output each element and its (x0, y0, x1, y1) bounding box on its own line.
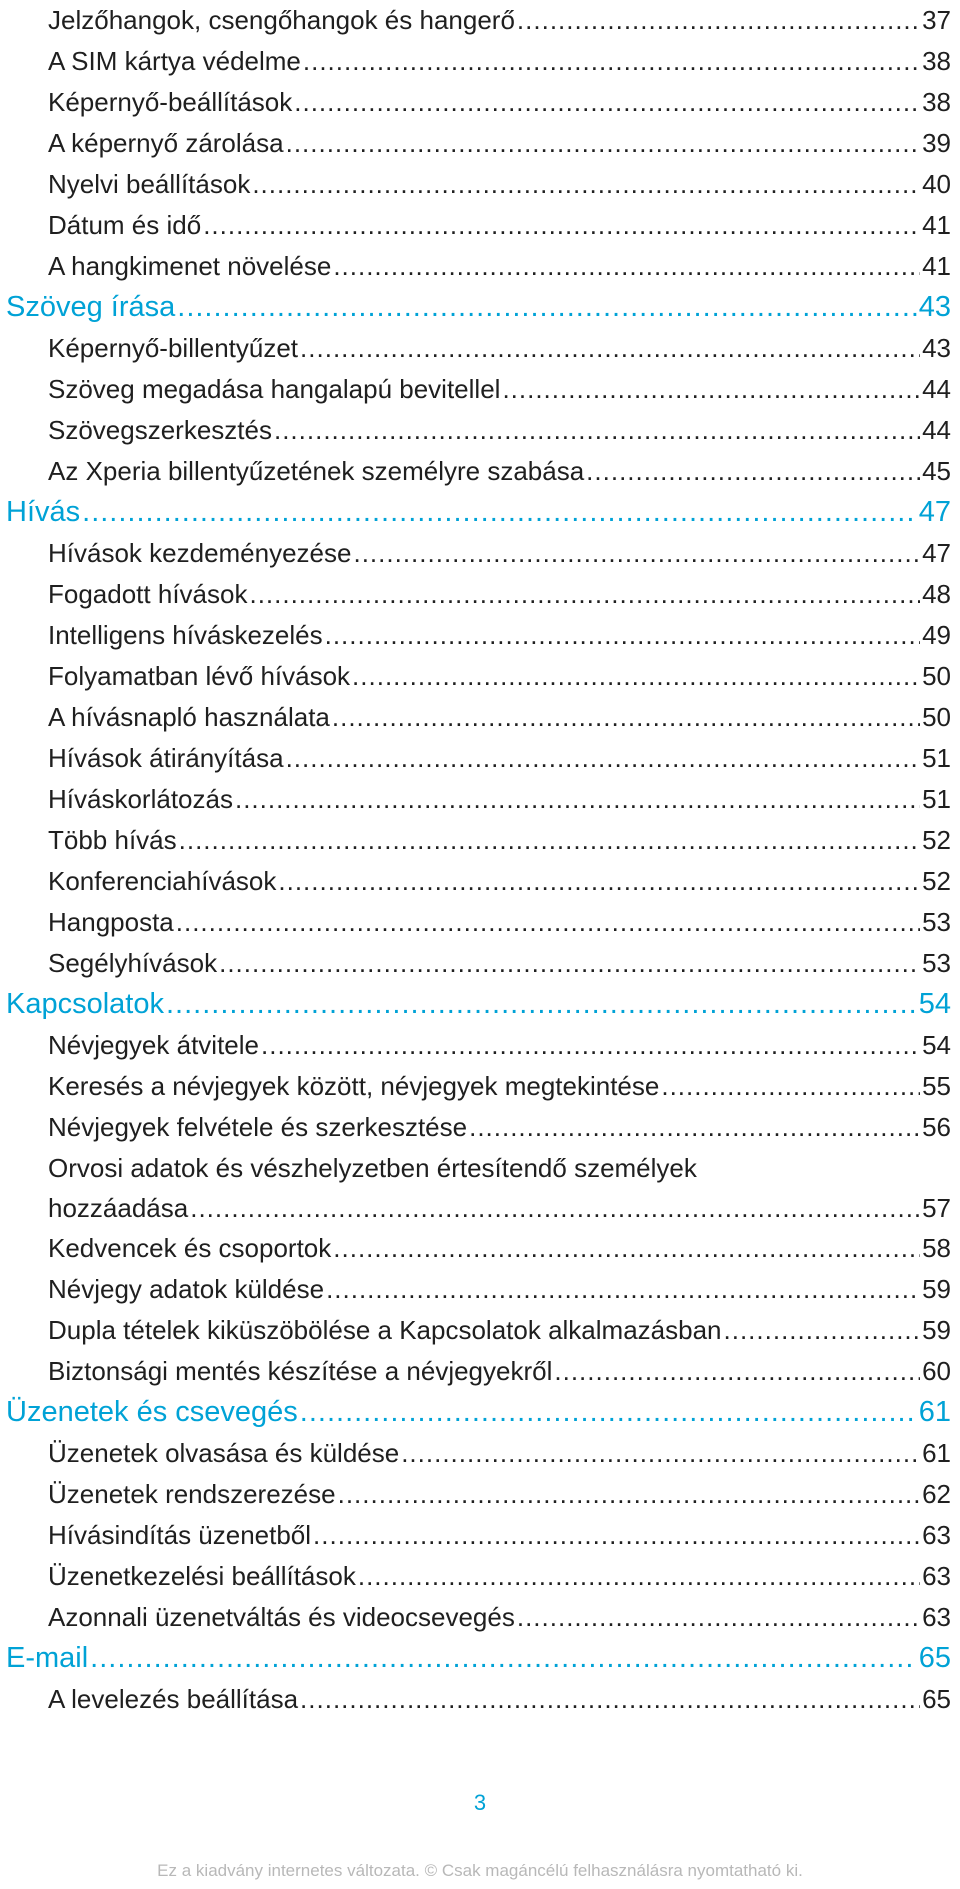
toc-section-page: 47 (918, 496, 951, 528)
toc-entry-title: A levelezés beállítása (48, 1684, 299, 1714)
toc-entry[interactable] (48, 1433, 951, 1474)
toc-entry-title: Segélyhívások (48, 948, 218, 978)
toc-entry-page: 44 (922, 415, 951, 445)
dot-leader (469, 1107, 920, 1148)
toc-entry-title: Szövegszerkesztés (48, 415, 272, 445)
page-number: 3 (473, 1790, 487, 1815)
toc-section-title: Kapcsolatok (6, 988, 164, 1020)
dot-leader (333, 1228, 920, 1269)
toc-section-heading[interactable] (6, 1638, 951, 1679)
dot-leader (90, 1638, 917, 1679)
dot-leader (303, 41, 920, 82)
toc-entry-page: 58 (922, 1233, 951, 1263)
toc-entry-title: Képernyő-beállítások (48, 87, 293, 117)
toc-section-title: Szöveg írása (6, 291, 176, 323)
toc-entry[interactable] (48, 1310, 951, 1351)
toc-entry-title: Keresés a névjegyek között, névjegyek megtekintése (48, 1071, 660, 1101)
toc-entry-title: A képernyő zárolása (48, 128, 284, 158)
toc-entry-title: Azonnali üzenetváltás és videocsevegés (48, 1602, 515, 1632)
toc-section-heading[interactable] (6, 287, 951, 328)
toc-section-title: Hívás (6, 496, 81, 528)
toc-entry[interactable] (48, 246, 951, 287)
toc-entry-page: 52 (922, 866, 951, 896)
dot-leader (219, 943, 920, 984)
toc-entry[interactable] (48, 1107, 951, 1148)
dot-leader (332, 697, 920, 738)
toc-entry[interactable] (48, 779, 951, 820)
toc-entry[interactable] (48, 697, 951, 738)
toc-entry-title: Szöveg megadása hangalapú bevitellel (48, 374, 501, 404)
dot-leader (300, 328, 920, 369)
toc-entry-title: Dupla tételek kiküszöbölése a Kapcsolatok alkalmazásban (48, 1315, 722, 1345)
toc-entry[interactable] (48, 1474, 951, 1515)
dot-leader (502, 369, 920, 410)
dot-leader (294, 82, 920, 123)
toc-entry[interactable] (48, 656, 951, 697)
dot-leader (278, 861, 920, 902)
toc-entry-title: Üzenetek olvasása és küldése (48, 1438, 400, 1468)
toc-entry-page: 43 (922, 333, 951, 363)
toc-entry[interactable] (48, 0, 951, 41)
dot-leader (353, 533, 920, 574)
dot-leader (177, 287, 916, 328)
dot-leader (176, 902, 920, 943)
toc-entry-page: 59 (922, 1315, 951, 1345)
toc-entry-page: 45 (922, 456, 951, 486)
toc-entry-title: Híváskorlátozás (48, 784, 233, 814)
toc-section-title: Üzenetek és csevegés (6, 1396, 298, 1428)
toc-entry[interactable] (48, 123, 951, 164)
toc-entry-title: Jelzőhangok, csengőhangok és hangerő (48, 5, 515, 35)
toc-entry[interactable] (48, 1066, 951, 1107)
toc-entry-title: Kedvencek és csoportok (48, 1233, 332, 1263)
dot-leader (249, 574, 920, 615)
dot-leader (358, 1556, 920, 1597)
toc-entry[interactable] (48, 1597, 951, 1638)
toc-entry[interactable] (48, 205, 951, 246)
toc-entry-title: Konferenciahívások (48, 866, 277, 896)
toc-entry[interactable] (48, 615, 951, 656)
toc-entry-page: 53 (922, 907, 951, 937)
dot-leader (82, 492, 917, 533)
dot-leader (325, 615, 920, 656)
toc-entry[interactable] (48, 1228, 951, 1269)
footer-note: Ez a kiadvány internetes változata. © Csak magáncélú felhasználásra nyomtatható ki. (157, 1861, 803, 1880)
toc-entry[interactable] (48, 41, 951, 82)
dot-leader (190, 1188, 920, 1228)
toc-entry-title: A hangkimenet növelése (48, 251, 332, 281)
toc-section-heading[interactable] (6, 1392, 951, 1433)
dot-leader (261, 1025, 920, 1066)
toc-entry-title: Biztonsági mentés készítése a névjegyekről (48, 1356, 553, 1386)
toc-entry[interactable] (48, 1148, 951, 1228)
dot-leader (338, 1474, 920, 1515)
toc-entry-page: 44 (922, 374, 951, 404)
toc-entry-page: 47 (922, 538, 951, 568)
toc-entry-page: 54 (922, 1030, 951, 1060)
dot-leader (286, 738, 921, 779)
toc-entry[interactable] (48, 1556, 951, 1597)
dot-leader (313, 1515, 920, 1556)
toc-entry-page: 53 (922, 948, 951, 978)
toc-entry-page: 40 (922, 169, 951, 199)
toc-entry-title: Orvosi adatok és vészhelyzetben értesítendő személyek (48, 1153, 697, 1183)
toc-entry-page: 51 (922, 784, 951, 814)
dot-leader (252, 164, 920, 205)
toc-entry-page: 65 (922, 1684, 951, 1714)
toc-section-heading[interactable] (6, 984, 951, 1025)
toc-entry-title: Üzenetkezelési beállítások (48, 1561, 356, 1591)
dot-leader (401, 1433, 920, 1474)
dot-leader (517, 0, 920, 41)
dot-leader (179, 820, 920, 861)
toc-entry[interactable] (48, 328, 951, 369)
toc-entry-page: 48 (922, 579, 951, 609)
toc-entry-page: 63 (922, 1561, 951, 1591)
toc-entry[interactable] (48, 1025, 951, 1066)
toc-entry-page: 63 (922, 1602, 951, 1632)
toc-entry-page: 61 (922, 1438, 951, 1468)
dot-leader (166, 984, 917, 1025)
toc-entry[interactable] (48, 369, 951, 410)
dot-leader (274, 410, 920, 451)
toc-entry[interactable] (48, 943, 951, 984)
toc-entry-title: Névjegyek átvitele (48, 1030, 259, 1060)
toc-section-heading[interactable] (6, 492, 951, 533)
toc-entry-page: 50 (922, 702, 951, 732)
toc-section-page: 54 (918, 988, 951, 1020)
dot-leader (300, 1679, 920, 1720)
toc-entry[interactable] (48, 410, 951, 451)
toc-entry[interactable] (48, 1351, 951, 1392)
toc-entry-title: Intelligens híváskezelés (48, 620, 323, 650)
toc-entry-title: Névjegyek felvétele és szerkesztése (48, 1112, 468, 1142)
toc-entry-title: Hívások átirányítása (48, 743, 284, 773)
toc-entry-title: Nyelvi beállítások (48, 169, 251, 199)
toc-entry-title: Üzenetek rendszerezése (48, 1479, 336, 1509)
toc-entry-page: 56 (922, 1112, 951, 1142)
toc-entry[interactable] (48, 820, 951, 861)
toc-entry[interactable] (48, 164, 951, 205)
toc-entry-page: 38 (922, 87, 951, 117)
toc-section-page: 61 (918, 1396, 951, 1428)
toc-entry-page: 52 (922, 825, 951, 855)
toc-entry-title: Hívások kezdeményezése (48, 538, 352, 568)
toc-entry-title: Fogadott hívások (48, 579, 248, 609)
dot-leader (586, 451, 920, 492)
toc-entry[interactable] (48, 1269, 951, 1310)
toc-entry-page: 63 (922, 1520, 951, 1550)
toc-entry-page: 51 (922, 743, 951, 773)
dot-leader (300, 1392, 917, 1433)
toc-entry-page: 41 (922, 210, 951, 240)
dot-leader (235, 779, 920, 820)
toc-entry-title: Névjegy adatok küldése (48, 1274, 325, 1304)
toc-entry[interactable] (48, 574, 951, 615)
toc-entry-title-continued: hozzáadása (48, 1193, 189, 1223)
toc-entry-title: A hívásnapló használata (48, 702, 330, 732)
toc-entry-page: 62 (922, 1479, 951, 1509)
toc-entry-title: Folyamatban lévő hívások (48, 661, 351, 691)
dot-leader (203, 205, 920, 246)
toc-entry[interactable] (48, 738, 951, 779)
dot-leader (352, 656, 920, 697)
toc-entry[interactable] (48, 451, 951, 492)
toc-entry-title: Hangposta (48, 907, 174, 937)
toc-entry[interactable] (48, 1515, 951, 1556)
toc-entry-page: 38 (922, 46, 951, 76)
toc-entry-title: Képernyő-billentyűzet (48, 333, 299, 363)
toc-entry-page: 57 (922, 1193, 951, 1223)
toc-entry-page: 41 (922, 251, 951, 281)
dot-leader (724, 1310, 921, 1351)
dot-leader (554, 1351, 920, 1392)
toc-entry-page: 55 (922, 1071, 951, 1101)
dot-leader (286, 123, 920, 164)
toc-entry-page: 50 (922, 661, 951, 691)
toc-entry[interactable] (48, 902, 951, 943)
toc-entry-title: Több hívás (48, 825, 177, 855)
toc-section-title: E-mail (6, 1642, 89, 1674)
toc-entry-title: Hívásindítás üzenetből (48, 1520, 312, 1550)
toc-entry-title: Dátum és idő (48, 210, 202, 240)
toc-entry-page: 37 (922, 5, 951, 35)
toc-entry-page: 59 (922, 1274, 951, 1304)
toc-section-page: 43 (918, 291, 951, 323)
dot-leader (517, 1597, 920, 1638)
toc-section-page: 65 (918, 1642, 951, 1674)
toc-entry[interactable] (48, 861, 951, 902)
toc-entry-page: 49 (922, 620, 951, 650)
toc-entry[interactable] (48, 1679, 951, 1720)
toc-entry-title: Az Xperia billentyűzetének személyre szabása (48, 456, 585, 486)
dot-leader (333, 246, 920, 287)
toc-entry-page: 60 (922, 1356, 951, 1386)
dot-leader (661, 1066, 920, 1107)
dot-leader (326, 1269, 920, 1310)
toc-entry[interactable] (48, 533, 951, 574)
toc-entry-page: 39 (922, 128, 951, 158)
toc-entry[interactable] (48, 82, 951, 123)
toc-entry-title: A SIM kártya védelme (48, 46, 301, 76)
